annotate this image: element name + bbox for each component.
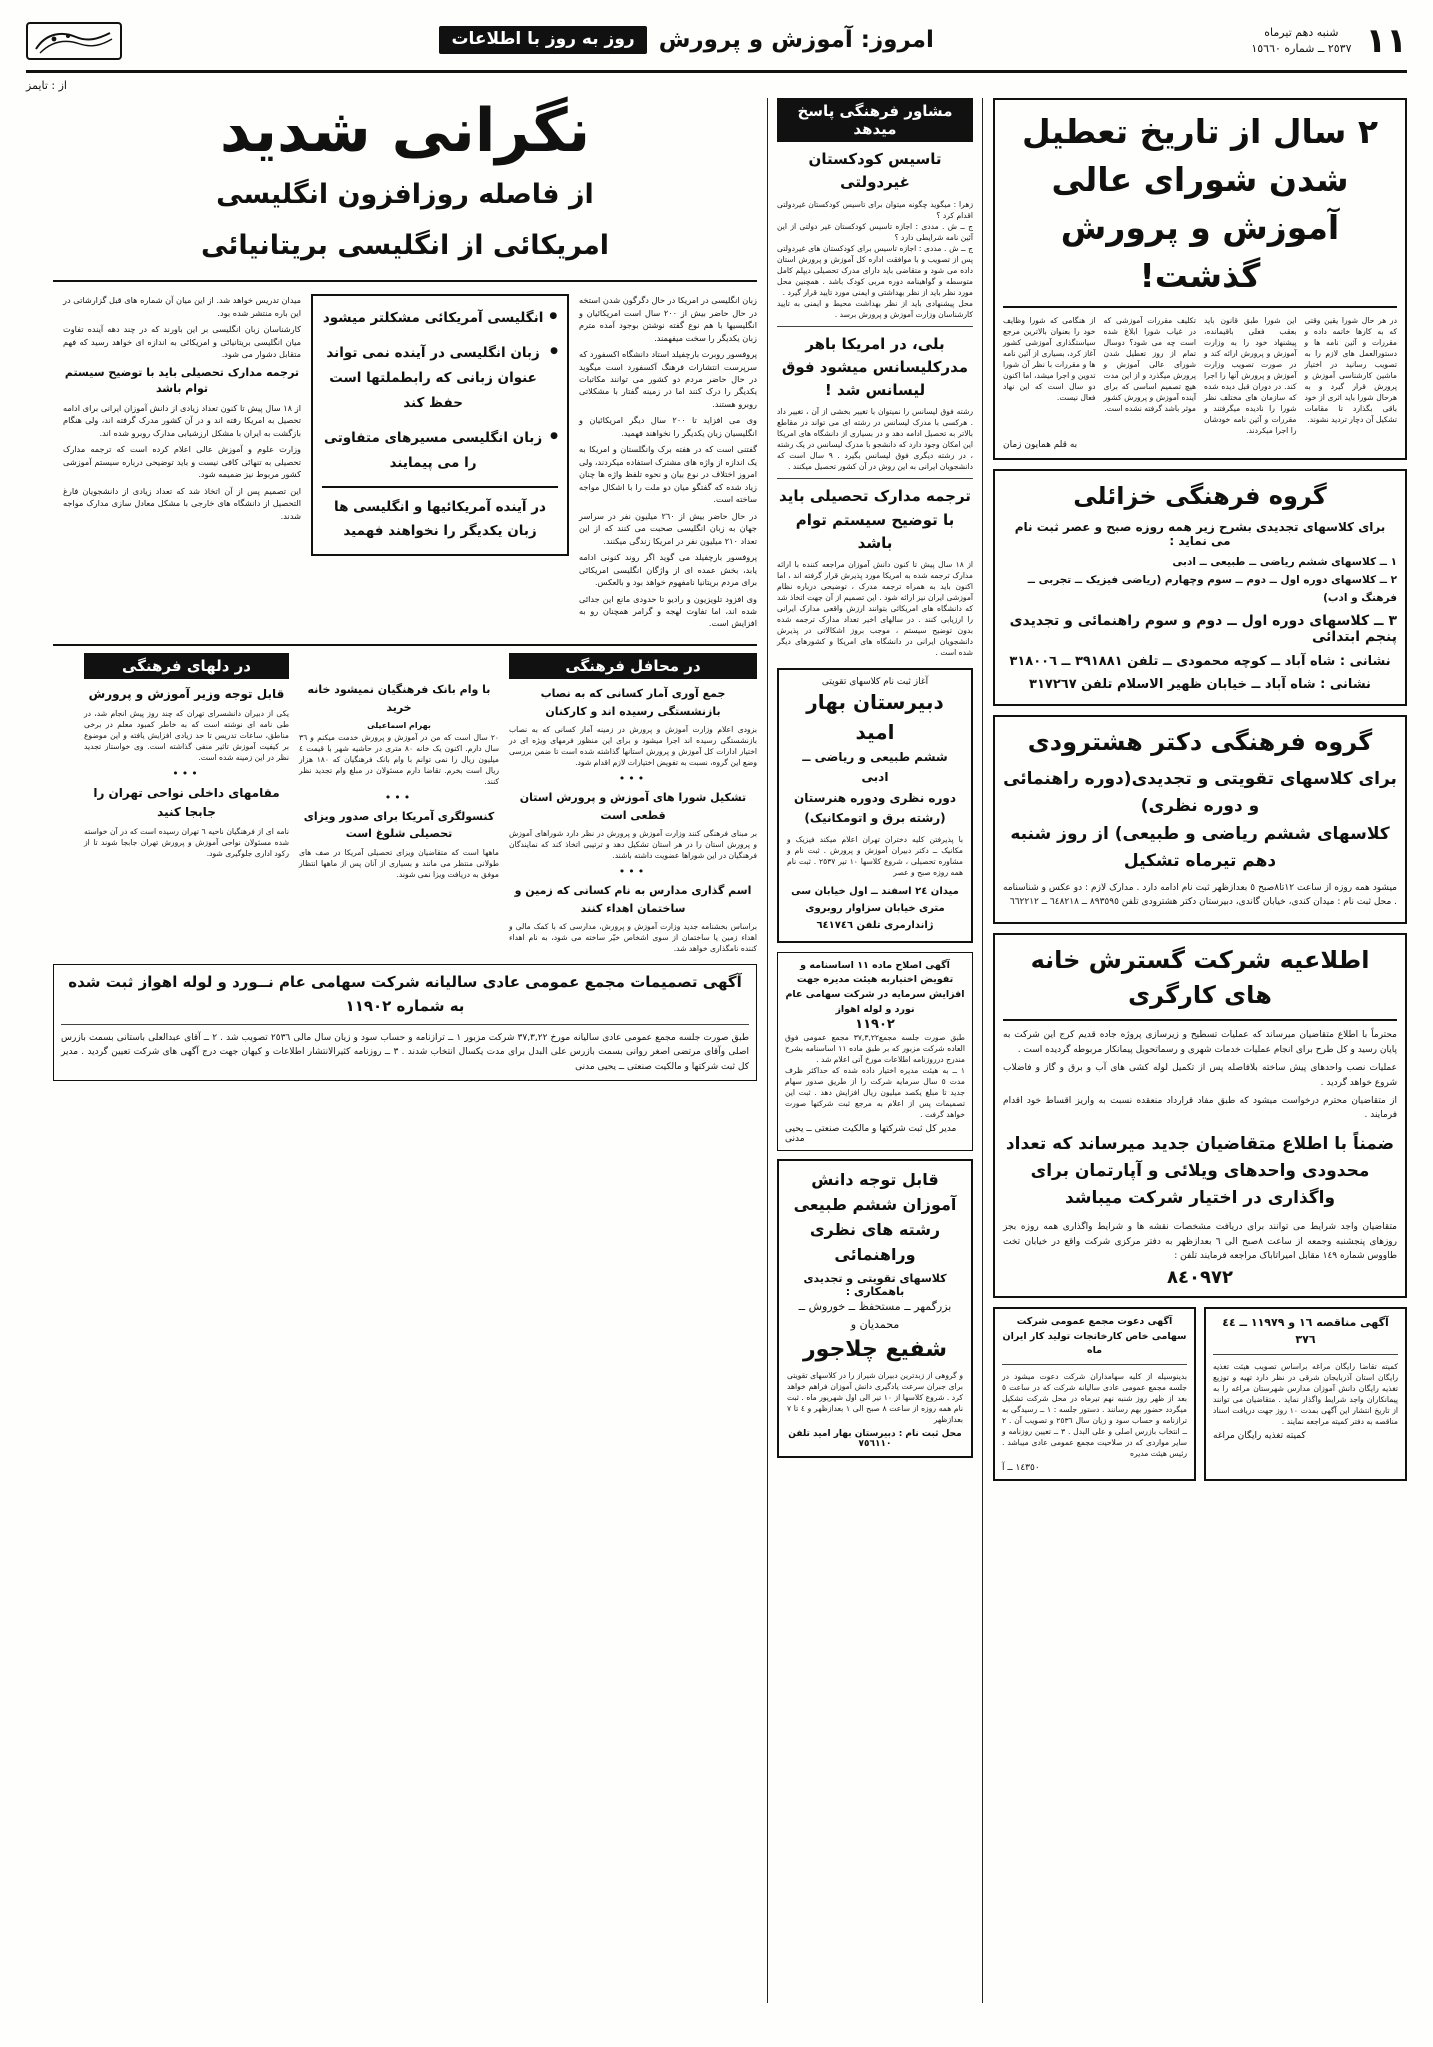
khazaeli-address-1: نشانی : شاه آباد ــ کوچه محمودی ــ تلفن ٣٩١٨٨١ ــ ٣١٨٠٠٦: [1009, 653, 1391, 669]
sixth-line-1: باهمکاری :: [845, 1284, 905, 1298]
divider-dots: •••: [172, 767, 201, 781]
general-meeting-signature: ١٤٣٥٠ ــ آ: [1002, 1463, 1040, 1474]
masthead-badge: روز به روز با اطلاعات: [439, 26, 646, 54]
divider-dots: •••: [384, 790, 414, 804]
masthead-date: [1251, 25, 1351, 61]
general-meeting-body: بدینوسیله از کلیه سهامداران شرکت دعوت میشود در جلسه مجمع عمومی عادی سالیانه شرکت که در ساعت ٥ بعد از ظهر روز شنبه نهم تیرماه در محل شرکت تشکیل میگردد حضور بهم رسانند . دستور جلسه : ١ ــ رسیدگی به ترازنامه و حساب سود و زیان سال ٢٥٣٦ و تصویب آن . ٢ ــ انتخاب بازرس اصلی و علی البدل . ٣ ــ تعیین روزنامه و سایر مواردی که در صلاحیت مجمع عمومی عادی میباشد . رئیس هیئت مدیره: [1002, 1372, 1188, 1459]
cc2-body: بر مبنای فرهنگی کنند وزارت آموزش و پرورش در نظر دارد شوراهای آموزش و پرورش استان را در هر استان تشکیل دهد و ترتیبی اتخاذ کند که نمایندگان فرهنگیان در این شوراها عضویت داشته باشند.: [509, 829, 757, 861]
cp-item-2: [84, 784, 289, 859]
khazaeli-address-2: نشانی : شاه آباد ــ خیابان ظهیر الاسلام تلفن ٣١٧٢٦٧: [1029, 677, 1371, 693]
heshtroodi-title: گروه فرهنگی دکتر هشترودی: [1027, 728, 1373, 757]
cc1-head: جمع آوری آمار کسانی که به نصاب بازنشستگی رسیده اند و کارکنان: [540, 686, 726, 718]
council-col-1: در هر حال شورا یقین وقتی که به کارها خاتمه داده و مقررات و آئین نامه ها و دستورالعمل های لازم را به تصویب رسانید در اختیار ماشین کارشناسی آموزش و پرورش قرار گیرد و به هرحال شورا باید اثری از خود باقی بگذارد تا مقامات تشکیل آن دچار تردید نشوند.: [1304, 316, 1397, 425]
lead-col-b-p1: میدان تدریس خواهد شد. از این میان آن شماره های قبل گزارشاتی در این باره منتشر شده بود.: [63, 295, 301, 318]
lead-col-a: [579, 294, 757, 634]
sixth-body: و گروهی از زبدترین دبیران شیراز را در کلاسهای تقویتی برای جبران سرعت یادگیری دانش آموزان فراهم خواهد کرد . شروع کلاسها از ١٠ تیر الی اول شهریور ماه . ثبت نام همه روزه از ساعت ٨ صبح الی ١ بعدازظهر و ٤ تا ٧ بعدازظهر: [787, 1370, 964, 1424]
cp-mid-item-2: [299, 808, 499, 880]
bullet-icon: ●: [549, 311, 558, 322]
tender-ad: [1204, 1307, 1407, 1481]
column-right: [982, 98, 1407, 2003]
lead-col-a-p3: وی می افزاید تا ٢٠٠ سال دیگر امریکائیان و انگلیسیان زبان یکدیگر را نخواهند فهمید.: [579, 415, 757, 438]
khazaeli-highlight: ٣ ــ کلاسهای دوره اول ــ دوم و سوم راهنمائی و تجدیدی پنجم ابتدائی: [1009, 612, 1397, 645]
section-title: امروز: آموزش و پرورش: [658, 26, 934, 53]
cc3-head: اسم گذاری مدارس به نام کسانی که زمین و ساختمان اهداء کنند: [514, 884, 752, 915]
cpm1-intro: بهرام اسماعیلی: [367, 721, 431, 731]
heshtroodi-line-2: کلاسهای ششم ریاضی و طبیعی) از روز شنبه دهم تیرماه تشکیل: [1010, 823, 1390, 871]
lead-quote-item-2: [322, 341, 558, 416]
culture-pains-tag: در دلهای فرهنگی: [84, 653, 289, 679]
sixth-address: محل ثبت نام : دبیرستان بهار امید تلفن ٧٥٦١١٠: [788, 1428, 962, 1449]
cc3-body: براساس بخشنامه جدید وزارت آموزش و پرورش، مدارسی که با کمک مالی و اهداء زمین یا ساختمان از سوی اشخاص خیّر ساخته می شود، به نام اهداء کننده نامگذاری خواهد شد.: [509, 922, 757, 954]
statute-body-2: ١ ــ به هیئت مدیره اختیار داده شده که حداکثر ظرف مدت ٥ سال سرمایه شرکت را از طریق صدور سهام جدید تا مبلغ یکصد میلیون ریال افزایش دهد . ثبت این تصمیمات پس از اعلام به مرجع ثبت شرکتها صورت خواهد گرفت .: [785, 1066, 965, 1120]
lead-quotes-wrap: [311, 294, 569, 634]
lead-col-b-p4: از ١٨ سال پیش تا کنون تعداد زیادی از دانش آموزان ایرانی برای ادامه تحصیل به امریکا رفته اند و در آن کشور مدرک گرفته اند، ولی هنگام بازگشت به ایران با مشکل ارزشیابی مدارک روبرو شده اند.: [63, 402, 301, 438]
council-col-3: تکلیف مقررات آموزشی که در غیاب شورا ابلاغ شده است چه می شود؟ دوسال تمام از روز تعطیل شدن شورای عالی آموزش و پرورش میگذرد و از این مدت هیچ تصمیم اساسی که برای آینده آموزش و پرورش کشور موثر باشد گرفته نشده است.: [1103, 316, 1196, 414]
masthead: [26, 18, 1407, 73]
tender-signature: کمیته تغذیه رایگان مراغه: [1213, 1431, 1306, 1442]
statute-number: ١١٩٠٢: [855, 1017, 895, 1033]
bahar-line-1: ششم طبیعی و ریاضی ــ ادبی: [802, 750, 948, 785]
bahar-intro: آغاز ثبت نام کلاسهای تقویتی: [821, 677, 929, 687]
cp1-body: یکی از دبیران دانشسرای تهران که چند روز پیش انجام شد، در طی نامه ای نوشته است که به خاطر کمبود معلم در برخی مناطق، ساعات تدریس تا حد زیادی افزایش یافته و این موضوع بر کیفیت آموزش تاثیر منفی گذاشته است. وی خواستار تجدید نظر در این زمینه شده است.: [84, 709, 289, 763]
bahar-line-3: (رشته برق و اتومکانیک): [804, 811, 946, 826]
lead-col-b-p6: این تصمیم پس از آن اتخاذ شد که تعداد زیادی از دانشجویان فارغ التحصیل از دانشگاه های خارجی با مشکل معادل سازی مدارک مواجه شدند.: [63, 485, 301, 521]
bottom-right-small-ads: [993, 1307, 1407, 1481]
tender-head: آگهی مناقصه ١٦ و ١١٩٧٩ ــ ٤٤ ٣٧٦: [1222, 1316, 1389, 1346]
ad-statute-amendment: [777, 952, 973, 1152]
council-signature: به قلم همایون زمان: [1003, 440, 1078, 451]
gostaresh-p1: محترماً با اطلاع متقاضیان میرساند که عملیات تسطیح و زیرسازی پروژه جاده قدیم کرج این شرکت به پایان رسید و کل طرح برای انجام عملیات خدمات شهری و رسماتحویل پیمانکار مربوطه گردیده است .: [1003, 1030, 1397, 1055]
annual-meeting-head: آگهی تصمیمات مجمع عمومی عادی سالیانه شرکت سهامی عام نــورد و لوله اهواز ثبت شده به شماره ١١٩٠٢: [68, 973, 742, 1015]
ad-gostaresh: [993, 933, 1407, 1299]
gostaresh-mid-note: ضمناً با اطلاع متقاضیان جدید میرساند که تعداد محدودی واحدهای ویلائی و آپارتمان برای واگذاری در اختیار شرکت میباشد: [1005, 1133, 1395, 1209]
lower-left-sections: [53, 653, 757, 955]
advisor-q1-head: تاسیس کودکستان غیردولتی: [808, 150, 942, 192]
masthead-right: [1251, 21, 1407, 61]
lead-col-b-sub: ترجمه مدارک تحصیلی باید با توضیح سیستم توام باشد: [64, 365, 300, 396]
advisor-q3-body: از ١٨ سال پیش تا کنون دانش آموزان مراجعه کننده با ارائه مدارک ترجمه شده به امریکا مورد پذیرش قرار گرفته اند ، اما اکنون باید به همراه ترجمه مدرک ، توضیحی درباره نظام آموزشی ایران نیز ارائه شود . این تصمیم از آن جهت اتخاذ شد که دانشگاه های امریکائی بتوانند ارزش واقعی مدارک ایرانی را ارزیابی کنند . در سالهای اخیر تعداد مدارک ترجمه شده بدون توضیح سیستم ، موجب بروز اشکالاتی در پذیرش دانشجویان ایرانی در دانشگاه های امریکا و کشورهای دیگر شده است .: [777, 560, 973, 657]
lead-subhead-1: از فاصله روزافزون انگلیسی: [216, 179, 594, 211]
cp-item-1: [84, 685, 289, 763]
lead-quote-1: انگلیسی آمریکائی مشکلتر میشود: [322, 310, 544, 327]
khazaeli-line-1: ١ ــ کلاسهای ششم ریاضی ــ طبیعی ــ ادبی: [1172, 556, 1397, 569]
advisor-q2-head: بلی، در امریکا باهر مدرکلیسانس میشود فوق لیسانس شد !: [781, 334, 969, 399]
cp1-head: قابل توجه وزیر آموزش و پرورش: [88, 686, 285, 701]
cp2-body: نامه ای از فرهنگیان ناحیه ٦ تهران رسیده است که در آن خواسته شده مسئولان نواحی آموزش و پرورش تهران جابجا شوند تا از رکود اداری جلوگیری شود.: [84, 827, 289, 859]
advisor-q1-line-3: ج ــ ش . مددی : اجازه تاسیس برای کودکستان های غیردولتی پس از تصویب و با موافقت اداره کل آموزش و پرورش استان داده می شود و متقاضی باید دارای مدرک تحصیلی دیپلم کامل متوسطه و گواهینامه دوره مربی کودک باشد . همچنین محل مورد نظر باید از نظر بهداشتی و ایمنی مورد تایید قرار گیرد .: [777, 243, 973, 297]
gostaresh-p3: از متقاضیان محترم درخواست میشود که طبق مفاد قرارداد منعقده نسبت به واریز اقساط خود اقدام فرمایند .: [1003, 1095, 1397, 1121]
lead-col-b-p5: وزارت علوم و آموزش عالی اعلام کرده است که ترجمه مدارک تحصیلی به تنهائی کافی نیست و باید توضیحی درباره سیستم آموزشی کشور مربوط نیز ضمیمه شود.: [63, 444, 301, 480]
statute-signature: مدیر کل ثبت شرکتها و مالکیت صنعتی ــ یحیی مدنی: [785, 1124, 957, 1145]
advisor-q1-line-1: زهرا : میگوید چگونه میتوان برای تاسیس کودکستان غیردولتی اقدام کرد ؟: [777, 199, 973, 220]
divider-dots: •••: [618, 865, 648, 879]
advisor-q2-body: رشته فوق لیسانس را نمیتوان با تغییر بخشی از آن ، تغییر داد . هرکسی با مدرک لیسانس در رشته ای می تواند در مقاطع بالاتر به تحصیل ادامه دهد و در بسیاری از دانشگاه های امریکا این امکان وجود دارد که دانشجو با مدرک لیسانس در یک رشته ، در رشته دیگری فوق لیسانس بگیرد . ٩ سال است که دانشجویان ایرانی به این روش در آن کشور تحصیل میکنند .: [777, 407, 973, 472]
general-meeting-head: آگهی دعوت مجمع عمومی شرکت سهامی خاص کارخانجات تولید کار ایران ماه: [1002, 1316, 1187, 1356]
ad-heshtroodi: [993, 715, 1407, 923]
bullet-icon: ●: [550, 346, 558, 357]
cpm2-head: کنسولگری آمریکا برای صدور ویزای تحصیلی شلوغ است: [303, 809, 495, 841]
gostaresh-phone: ٨٤٠٩٧٢: [1167, 1267, 1233, 1289]
sixth-line-2: کلاسهای تقویتی و تجدیدی: [803, 1271, 947, 1285]
lead-body: [53, 294, 757, 634]
lead-quote-item-3: [322, 426, 558, 476]
lead-quote-item-1: [322, 306, 558, 331]
heshtroodi-line-1: برای کلاسهای تقویتی و تجدیدی(دوره راهنمائی و دوره نظری): [1003, 769, 1397, 817]
bahar-title: دبیرستان بهار امید: [806, 690, 944, 744]
ad-sixth-natural: [777, 1159, 973, 1457]
lead-col-a-p1: زبان انگلیسی در امریکا در حال دگرگون شدن استخه در حال حاضر بیش از ٢٠٠ سال است امریکائیان و انگلیسیها با هم نوع گفته نوشتن بوجود آمده مترم زبان یکدیگر را سخت میفهمند.: [579, 295, 758, 343]
lead-quote-final: در آینده آمریکائیها و انگلیسی ها زبان یکدیگر را نخواهند فهمید: [334, 499, 546, 540]
advisor-q3-head: ترجمه مدارک تحصیلی باید با توضیح سیستم توام باشد: [779, 487, 971, 552]
columns-container: [26, 98, 1407, 2003]
lead-col-a-p2: پروفسور روبرت بارچفیلد استاد دانشگاه اکسفورد که سرپرست انتشارات فرهنگ آکسفورد است میگوید در حال حاضر مردم دو کشور می توانند مکاتبات یکدیگر را درک کنند اما در زمینه گفتار با مشکلاتی روبرو هستند.: [579, 349, 757, 409]
culture-circles-item-2: [509, 789, 757, 861]
cp-mid-item-1: [299, 681, 499, 787]
sixth-names: بزرگمهر ــ مستحفظ ــ خوروش ــ محمدیان و: [798, 1299, 952, 1332]
gostaresh-title: اطلاعیه شرکت گسترش خانه های کارگری: [1030, 945, 1370, 1009]
advisor-q1-line-4: محل پیشنهادی باید از نظر بهداشت محیط و ایمنی به تایید کارشناسان وزارت آموزش و پرورش برسد .: [777, 298, 973, 319]
cc1-body: بزودی اعلام وزارت آموزش و پرورش در زمینه آمار کسانی که به نصاب بازنشستگی رسیده اند اجرا میشود و برای این منظور فرمهای ویژه ای در اختیار ادارات کل آموزش و پرورش استانها گذاشته شده است تا ضمن بررسی وضع این گروه، نسبت به تفویض اختیارات لازم اقدام شود.: [509, 725, 757, 768]
cp2-head: مقامهای داخلی نواحی تهران را جابجا کنید: [93, 786, 280, 820]
culture-circles-item-3: [509, 882, 757, 954]
cc2-head: تشکیل شورا های آموزش و پرورش استان قطعی است: [519, 791, 747, 822]
newspaper-logo-icon: [26, 22, 122, 60]
sixth-head: قابل توجه دانش آموزان ششم طبیعی رشته های نظری وراهنمائی: [793, 1170, 957, 1264]
column-left: [53, 98, 767, 2003]
council-col-2: این شورا طبق قانون باید بعقب فعلی باقیمانده، پیشنهاد خود را به وزارت آموزش و پرورش ارائه کند و در صورت تصویب وزارت آموزش و پرورش آنها را اجرا کند. در دوران قبل دیده شده که سازمان های مختلف نظر شورا را نادیده میگرفتند و مقررات و آئین نامه خودشان را اجرا میکردند.: [1204, 316, 1297, 436]
page-number: ١١: [1365, 21, 1407, 61]
culture-pains-section: [84, 653, 289, 860]
culture-circles-tag: در محافل فرهنگی: [509, 653, 757, 679]
annual-meeting-ad: [53, 964, 757, 1081]
ad-bahar-omid: [777, 668, 973, 943]
annual-meeting-body: طبق صورت جلسه مجمع عمومی عادی سالیانه مورخ ٣٧,٣,٢٢ شرکت مزبور ١ ــ ترازنامه و حساب سود و زیان سال مالی ٢٥٣٦ تصویب شد . ٢ ــ آقای عبدالعلی باستانی بسمت بازرس اصلی وآقای مرتضی اصغر روانی بسمت بازرس علی البدل برای مدت یکسال انتخاب شدند . ٣ ــ روزنامه کثیرالانتشار اطلاعات و کیهان جهت درج آگهی های شرکت تعیین گردید . مدیر کل ثبت شرکتها و مالکیت صنعتی ــ یحیی مدنی: [61, 1032, 750, 1072]
sixth-big-name: شفیع چلاجور: [802, 1337, 947, 1362]
bullet-icon: ●: [550, 431, 558, 442]
culture-circles-section: [509, 653, 757, 955]
gostaresh-p4: متقاضیان واجد شرایط می توانند برای دریافت مشخصات نقشه ها و شرایط واگذاری همه روزه بجز روزهای پنجشنبه وجمعه از ساعت ٨صبح الی ٦ بعدازظهر به دفتر مرکزی شرکت واقع در خیابان تخت طاووس شماره ١٤٩ مقابل امیراتاباک مراجعه فرمایند تلفن :: [1003, 1222, 1397, 1262]
lead-subhead-2: امریکائی از انگلیسی بریتانیائی: [200, 229, 610, 261]
khazaeli-line-2: ٢ ــ کلاسهای دوره اول ــ دوم ــ سوم وچهارم (ریاضی فیزیک ــ تجربی ــ فرهنگ و ادب): [1027, 574, 1397, 604]
masthead-date-line1: شنبه دهم تیرماه: [1264, 26, 1339, 40]
council-col-4: از هنگامی که شورا وظایف خود را بعنوان بالاترین مرجع سیاستگذاری آموزشی کشور آغاز کرد، بسیاری از آئین نامه ها و مقررات با نظر آن شورا تدوین و اجرا میشد، اما اکنون دو سال است که این نهاد فعال نیست.: [1003, 316, 1096, 403]
cpm2-body: ماهها است که متقاضیان ویزای تحصیلی آمریکا در صف های طولانی منتظر می مانند و بسیاری از آنان پس از ماهها انتظار موفق به دریافت ویزا نمی شوند.: [299, 847, 499, 879]
advisor-section-tag: مشاور فرهنگی پاسخ میدهد: [777, 98, 973, 142]
masthead-date-line2: ٢٥٣٧ ــ شماره ١٥٦٦٠: [1251, 42, 1352, 56]
statute-head: آگهی اصلاح ماده ١١ اساسنامه و تفویض اختیاربه هیئت مدیره جهت افزایش سرمایه در شرکت سهامی عام نورد و لوله اهواز: [785, 959, 965, 1015]
lead-quote-3: زبان انگلیسی مسیرهای متفاوتی را می پیمایند: [324, 430, 543, 472]
lead-col-a-p4: گفتنی است که در هفته برک وانگلستان و امریکا به یک اندازه از واژه های مشترک استفاده میکردند، ولی امروز اختلاف در نوع بیان و نحوه تلفظ واژه ها چنان زیاد شده که گفتگو میان دو ملت را با اشکال مواجه ساخته است.: [579, 444, 757, 505]
bahar-address: میدان ٢٤ اسفند ــ اول خیابان سی متری خیابان سزاوار روبروی ژاندارمری تلفن ٦٤١٧٤٦: [791, 885, 959, 931]
khazaeli-subtitle: برای کلاسهای تجدیدی بشرح زیر همه روزه صبح و عصر ثبت نام می نماید :: [1014, 520, 1386, 549]
source-label: از : تایمز: [26, 79, 67, 92]
lead-col-a-p7: وی افزود تلویزیون و رادیو تا حدودی مانع این جدائی شده اند، اما تفاوت لهجه و گرامر همچنان رو به افزایش است.: [579, 593, 757, 629]
ad-council-headline: ٢ سال از تاریخ تعطیل شدن شورای عالی آموزش و پرورش گذشت!: [1022, 112, 1378, 295]
lead-col-a-p5: در حال حاضر بیش از ٢٦٠ میلیون نفر در سراسر جهان به زبان انگلیسی صحبت می کنند که از این تعداد ٢١٠ میلیون نفر در امریکا زندگی میکنند.: [579, 510, 757, 546]
lead-headline: نگرانی شدید: [219, 96, 591, 166]
tender-body: کمیته تقاضا رایگان مراغه براساس تصویب هیئت تغذیه رایگان استان آذربایجان شرقی در نظر دارد تهیه و توزیع تغذیه رایگان دانش آموزان مدارس شهرستان مراغه را به پیمانکاران واجد شرایط واگذار نماید . متقاضیان می توانند از تاریخ انتشار این آگهی بمدت ١٠ روز جهت دریافت اسناد مناقصه به دفتر کمیته مراجعه نمایند .: [1213, 1362, 1398, 1427]
heshtroodi-body: میشود همه روزه از ساعت ١٢تا٨صبح ٥ بعدازظهر ثبت نام ادامه دارد . مدارک لازم : دو عکس و شناسنامه . محل ثبت نام : میدان کندی، خیابان گاندی، دبیرستان دکتر هشترودی تلفن ٨٩٣٥٩٥ ــ ٦٤٨٢١٨ ــ ٦٦٢٢١٢: [1003, 883, 1397, 908]
culture-pains-mid: [299, 653, 499, 880]
cpm1-body: ٢٠ سال است که من در آموزش و پرورش خدمت میکنم و ٣٦ سال دارم. اکنون یک خانه ٨٠ متری در حاشیه شهر با قیمت ٤ میلیون ریال را نمی توانم با وام بانک فرهنگیان که ١٨٠ هزار ریال است بخرم. تقاضا دارم مسئولان در مبلغ وام تجدید نظر کنند.: [299, 732, 500, 786]
advisor-q1-line-2: ج ــ ش . مددی : اجازه تاسیس کودکستان غیر دولتی از این آئین نامه شرایطی دارد ؟: [777, 221, 973, 242]
masthead-center: [439, 26, 933, 57]
ad-council-closure: [993, 98, 1407, 460]
khazaeli-title: گروه فرهنگی خزائلی: [1073, 482, 1327, 511]
lead-col-a-p6: پروفسور بارچفیلد می گوید اگر روند کنونی ادامه یابد، بخش عمده ای از واژگان انگلیسی امریکائی برای مردم بریتانیا نامفهوم خواهد بود و بالعکس.: [579, 552, 757, 588]
general-meeting-ad: [993, 1307, 1196, 1481]
column-middle: [767, 98, 982, 2003]
cpm1-head: با وام بانک فرهنگیان نمیشود خانه خرید: [307, 682, 491, 714]
culture-circles-item-1: [509, 685, 757, 768]
lead-quote-box: [311, 294, 569, 555]
lead-col-b-p2: کارشناسان زبان انگلیسی بر این باورند که در چند دهه آینده تفاوت میان انگلیسی بریتانیائی و امریکائی به اندازه ای خواهد رسید که فهم متقابل دشوار می شود.: [63, 324, 301, 360]
bahar-line-2: دوره نظری ودوره هنرستان: [794, 790, 956, 805]
statute-body-1: طبق صورت جلسه مجمع٣٧,٣,٢٢ مجمع عمومی فوق العاده شرکت مزبور که بر طبق ماده ١١ اساسنامه بشرح مندرج درروزنامه اطلاعات مورخ آتی اعلام شد .: [785, 1033, 965, 1065]
divider-dots: •••: [618, 772, 648, 786]
bahar-body: با پذیرفتن کلیه دختران تهران اعلام میکند فیزیک و مکانیک ــ دکتر دبیران آموزش و پرورش . ثبت نام و مشاوره تحصیلی ، شروع کلاسها ١٠ تیر ٢٥٣٧ . ثبت نام همه روزه صبح و عصر: [787, 834, 963, 877]
lead-quote-2: زبان انگلیسی در آینده نمی تواند عنوان زبانی که رابطملتها است حفظ کند: [326, 345, 540, 412]
gostaresh-p2: عملیات نصب واحدهای پیش ساخته بلافاصله پس از تکمیل لوله کشی های آب و برق و گاز و فاضلاب شروع خواهد گردید .: [1003, 1063, 1397, 1088]
lead-col-b: [63, 294, 301, 634]
ad-council-body: [1003, 315, 1397, 436]
ad-khazaeli: [993, 469, 1407, 706]
